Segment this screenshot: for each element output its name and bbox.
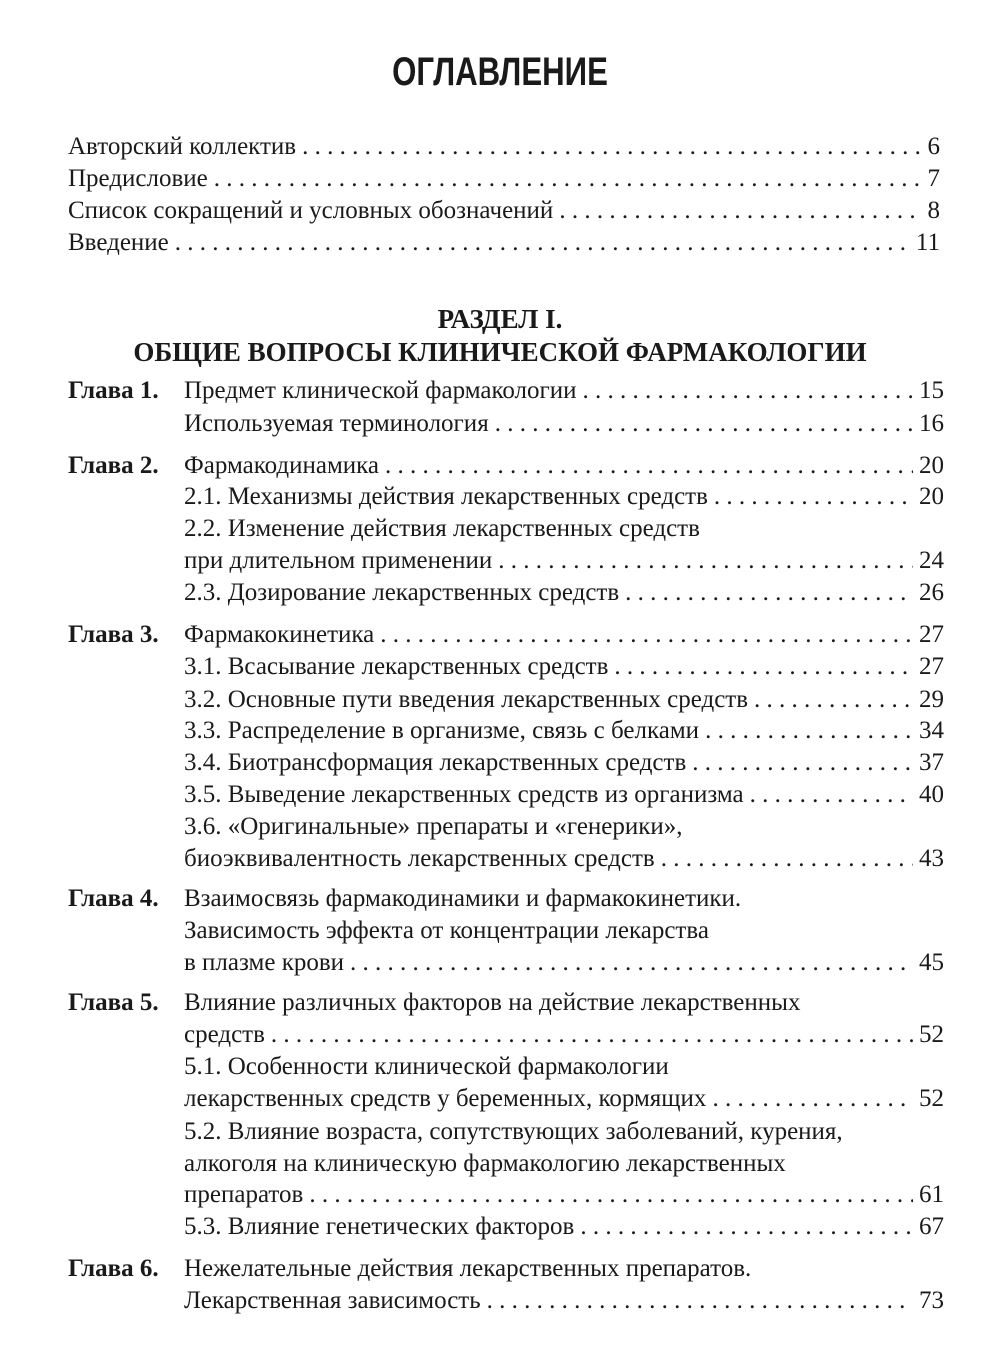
toc-entry-text: Предмет клинической фармакологии [184,377,577,404]
toc-entry-text: лекарственных средств у беременных, кормящих [184,1085,707,1112]
leader-dots [705,716,913,746]
chapter-label: Глава 4. [68,885,159,912]
leader-dots [214,164,922,194]
toc-entry-text-continued[interactable]: Нежелательные действия лекарственных препаратов. [184,1255,752,1282]
toc-entry-text: Фармакодинамика [184,452,380,479]
leader-dots [750,780,913,810]
chapter-label: Глава 2. [68,452,159,479]
toc-entry-text: в плазме крови [184,949,345,976]
toc-entry-text-continued[interactable]: 5.1. Особенности клинической фармакологии [184,1053,669,1080]
leader-dots [754,685,913,715]
toc-entry-text: Авторский коллектив [68,133,297,160]
toc-entry[interactable] [68,196,940,226]
toc-entry[interactable] [184,716,944,746]
toc-entry-text: 3.1. Всасывание лекарственных средств [184,653,609,680]
leader-dots [712,1084,913,1114]
toc-entry-text: 5.3. Влияние генетических факторов [184,1213,575,1240]
toc-entry-page: 24 [919,547,944,574]
toc-entry[interactable] [184,1212,944,1242]
chapter-label: Глава 5. [68,989,159,1016]
toc-entry-text-continued[interactable]: алкоголя на клиническую фармакологию лекарственных [184,1150,786,1177]
toc-entry-text: Введение [68,229,169,256]
toc-entry[interactable] [184,1084,944,1114]
toc-entry-text: Фармакокинетика [184,621,375,648]
toc-entry[interactable] [184,482,944,512]
leader-dots [495,409,913,439]
toc-entry[interactable] [68,132,940,162]
toc-entry[interactable] [184,948,944,978]
leader-dots [580,1212,913,1242]
leader-dots [487,1286,913,1316]
leader-dots [714,482,913,512]
toc-entry-page: 6 [927,133,940,160]
toc-entry[interactable] [184,685,944,715]
toc-entry-page: 15 [919,377,944,404]
toc-entry-page: 43 [919,845,944,872]
toc-entry-text-continued[interactable]: Влияние различных факторов на действие лекарственных [184,989,801,1016]
toc-entry-text: средств [184,1021,265,1048]
toc-entry-text-continued[interactable]: 2.2. Изменение действия лекарственных средств [184,515,700,542]
toc-entry-page: 27 [919,653,944,680]
toc-entry[interactable] [184,780,944,810]
toc-entry[interactable] [184,451,944,481]
toc-entry-page: 52 [919,1085,944,1112]
toc-entry[interactable] [184,748,944,778]
chapter-label: Глава 3. [68,621,159,648]
toc-entry-page: 7 [927,165,940,192]
toc-entry-text: 3.3. Распределение в организме, связь с белками [184,717,700,744]
toc-entry-page: 20 [919,452,944,479]
toc-entry-text: Список сокращений и условных обозначений [68,197,554,224]
toc-entry-page: 26 [919,579,944,606]
leader-dots [385,451,913,481]
toc-entry-text: 2.1. Механизмы действия лекарственных средств [184,483,708,510]
toc-entry-page: 73 [919,1287,944,1314]
leader-dots [661,844,913,874]
toc-entry-text: 3.2. Основные пути введения лекарственных средств [184,686,749,713]
toc-entry[interactable] [184,1180,944,1210]
toc-entry-page: 11 [915,229,940,256]
toc-entry-text: 3.5. Выведение лекарственных средств из организма [184,781,744,808]
toc-entry-page: 34 [919,717,944,744]
leader-dots [559,196,921,226]
section-title: ОБЩИЕ ВОПРОСЫ КЛИНИЧЕСКОЙ ФАРМАКОЛОГИИ [133,337,867,367]
leader-dots [271,1020,913,1050]
section-label: РАЗДЕЛ I. [437,304,563,334]
toc-entry-text: биоэквивалентность лекарственных средств [184,845,655,872]
toc-entry[interactable] [184,546,944,576]
toc-entry-text: препаратов [184,1181,304,1208]
chapter-label: Глава 1. [68,377,159,404]
toc-entry-text-continued[interactable]: Взаимосвязь фармакодинамики и фармакокинетики. [184,885,742,912]
chapter-label: Глава 6. [68,1255,159,1282]
leader-dots [582,376,913,406]
toc-entry-page: 16 [919,410,944,437]
toc-entry-text-continued[interactable]: 5.2. Влияние возраста, сопутствующих заболеваний, курения, [184,1118,843,1145]
toc-entry-text-continued[interactable]: 3.6. «Оригинальные» препараты и «генерики», [184,813,683,840]
toc-entry-page: 61 [919,1181,944,1208]
toc-entry[interactable] [68,228,940,258]
leader-dots [625,578,913,608]
leader-dots [175,228,910,258]
toc-entry-page: 8 [927,197,940,224]
toc-entry[interactable] [184,652,944,682]
toc-entry-text: Лекарственная зависимость [184,1287,481,1314]
toc-entry[interactable] [184,376,944,406]
page-title: ОГЛАВЛЕНИЕ [392,50,608,94]
toc-entry-page: 52 [919,1021,944,1048]
toc-entry[interactable] [68,164,940,194]
toc-entry-page: 29 [919,686,944,713]
leader-dots [309,1180,913,1210]
toc-entry-text: Используемая терминология [184,410,489,437]
toc-entry-text: при длительном применении [184,547,493,574]
toc-entry[interactable] [184,578,944,608]
leader-dots [692,748,913,778]
leader-dots [380,620,913,650]
leader-dots [498,546,913,576]
toc-entry-page: 27 [919,621,944,648]
toc-entry[interactable] [184,409,944,439]
toc-entry[interactable] [184,844,944,874]
toc-entry[interactable] [184,620,944,650]
leader-dots [350,948,913,978]
leader-dots [302,132,921,162]
toc-entry-text: 3.4. Биотрансформация лекарственных средств [184,749,687,776]
toc-entry-page: 67 [919,1213,944,1240]
toc-entry[interactable] [184,1286,944,1316]
toc-entry-page: 40 [919,781,944,808]
toc-entry[interactable] [184,1020,944,1050]
toc-entry-page: 45 [919,949,944,976]
toc-entry-text: 2.3. Дозирование лекарственных средств [184,579,620,606]
toc-entry-text-continued[interactable]: Зависимость эффекта от концентрации лекарства [184,917,709,944]
leader-dots [614,652,913,682]
toc-entry-page: 20 [919,483,944,510]
toc-entry-page: 37 [919,749,944,776]
toc-entry-text: Предисловие [68,165,208,192]
